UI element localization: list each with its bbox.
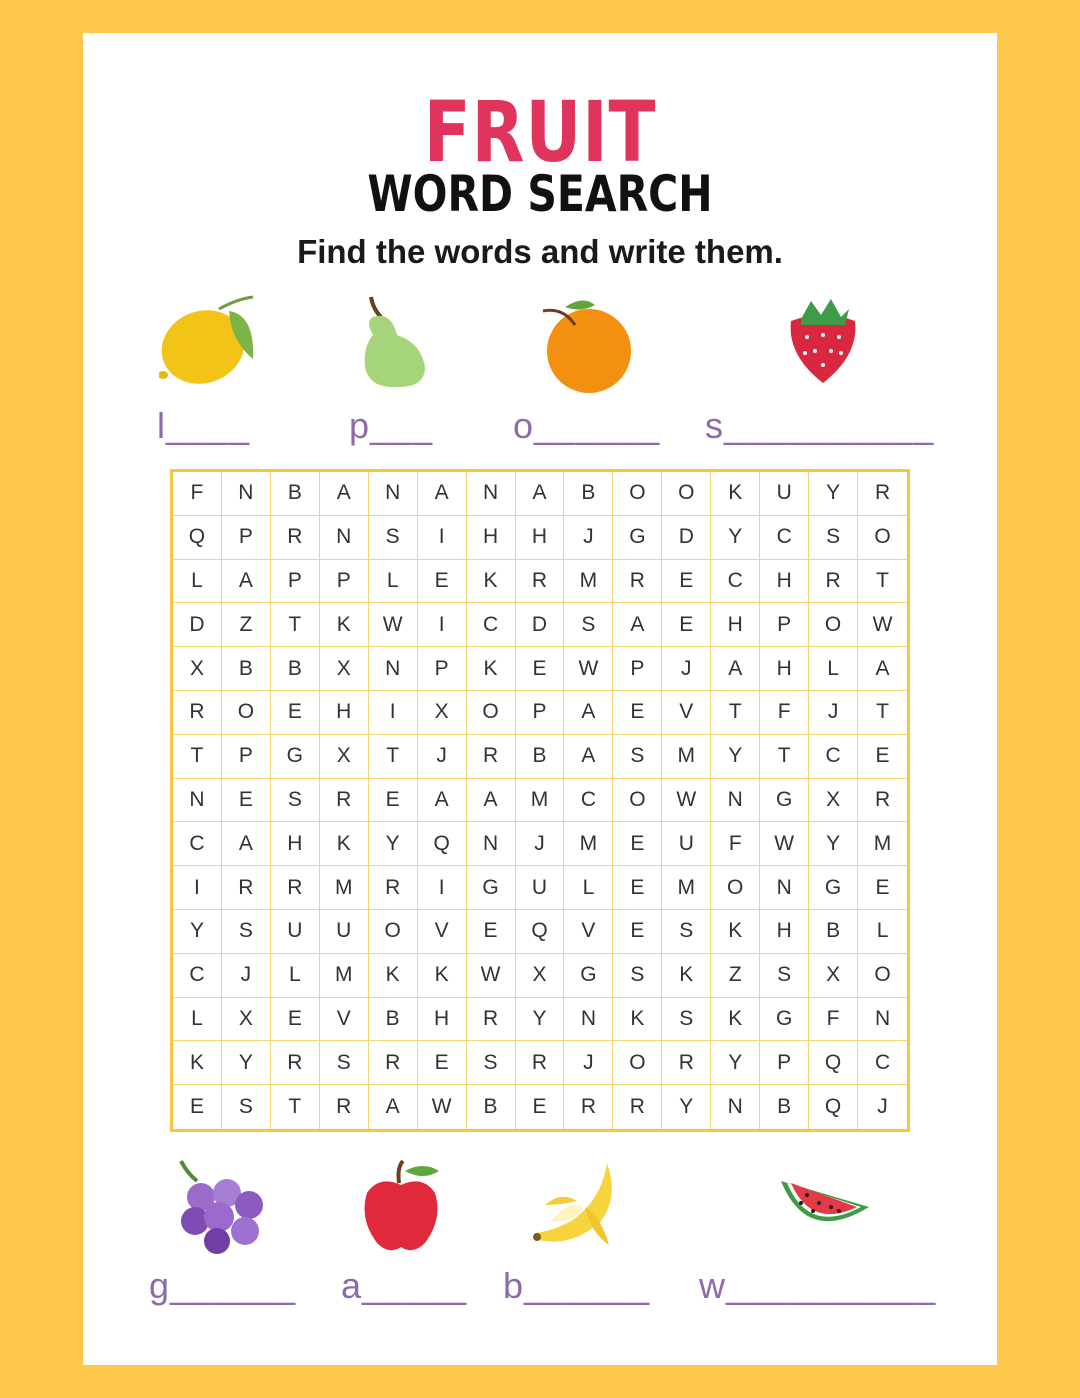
grid-cell[interactable]: P xyxy=(320,560,369,604)
grid-cell[interactable]: M xyxy=(516,779,565,823)
pear-icon xyxy=(351,295,443,391)
grid-cell[interactable]: H xyxy=(760,647,809,691)
grid-cell[interactable]: C xyxy=(858,1041,907,1085)
grid-cell[interactable]: R xyxy=(271,516,320,560)
hint-lemon: l____ xyxy=(157,405,251,446)
grid-cell[interactable]: E xyxy=(613,691,662,735)
strawberry-icon xyxy=(785,295,861,385)
grid-cell[interactable]: O xyxy=(369,910,418,954)
grid-cell[interactable]: I xyxy=(418,516,467,560)
grid-cell[interactable]: V xyxy=(320,998,369,1042)
grid-cell[interactable]: C xyxy=(809,735,858,779)
grid-cell[interactable]: E xyxy=(662,603,711,647)
word-search-grid xyxy=(170,469,910,1132)
grid-cell[interactable]: A xyxy=(467,779,516,823)
grid-cell[interactable]: A xyxy=(564,691,613,735)
grid-cell[interactable]: E xyxy=(516,1085,565,1129)
grid-cell[interactable]: E xyxy=(418,1041,467,1085)
grid-cell[interactable]: O xyxy=(613,472,662,516)
grid-cell[interactable]: M xyxy=(320,954,369,998)
grid-cell[interactable]: M xyxy=(662,866,711,910)
grid-cell[interactable]: K xyxy=(662,954,711,998)
worksheet-page xyxy=(83,33,997,1365)
grid-cell[interactable]: F xyxy=(809,998,858,1042)
grid-cell[interactable]: S xyxy=(613,735,662,779)
grid-cell[interactable]: H xyxy=(271,822,320,866)
grid-cell[interactable]: T xyxy=(858,691,907,735)
grid-cell[interactable]: K xyxy=(613,998,662,1042)
grid-cell[interactable]: E xyxy=(173,1085,222,1129)
grid-cell[interactable]: G xyxy=(809,866,858,910)
grid-cell[interactable]: W xyxy=(418,1085,467,1129)
grid-cell[interactable]: N xyxy=(467,822,516,866)
grid-cell[interactable]: V xyxy=(564,910,613,954)
grid-cell[interactable]: R xyxy=(320,1085,369,1129)
grid-cell[interactable]: R xyxy=(467,735,516,779)
grid-cell[interactable]: G xyxy=(613,516,662,560)
grid-cell[interactable]: M xyxy=(320,866,369,910)
grid-cell[interactable]: Y xyxy=(222,1041,271,1085)
grid-cell[interactable]: K xyxy=(467,647,516,691)
grid-cell[interactable]: P xyxy=(271,560,320,604)
grid-cell[interactable]: I xyxy=(173,866,222,910)
grid-cell[interactable]: P xyxy=(222,516,271,560)
grid-cell[interactable]: J xyxy=(662,647,711,691)
grid-cell[interactable]: U xyxy=(662,822,711,866)
grid-cell[interactable]: C xyxy=(173,822,222,866)
grid-cell[interactable]: S xyxy=(369,516,418,560)
grid-cell[interactable]: N xyxy=(222,472,271,516)
grid-cell[interactable]: R xyxy=(858,472,907,516)
grid-cell[interactable]: R xyxy=(809,560,858,604)
grid-cell[interactable]: N xyxy=(467,472,516,516)
grapes-icon xyxy=(173,1159,269,1255)
grid-cell[interactable]: X xyxy=(320,647,369,691)
grid-cell[interactable]: B xyxy=(809,910,858,954)
grid-cell[interactable]: O xyxy=(858,516,907,560)
grid-cell[interactable]: X xyxy=(222,998,271,1042)
grid-cell[interactable]: H xyxy=(467,516,516,560)
hint-pear: p___ xyxy=(349,405,434,446)
grid-cell[interactable]: H xyxy=(320,691,369,735)
grid-cell[interactable]: V xyxy=(418,910,467,954)
grid-cell[interactable]: T xyxy=(173,735,222,779)
grid-cell[interactable]: M xyxy=(564,560,613,604)
grid-cell[interactable]: O xyxy=(711,866,760,910)
grid-cell[interactable]: F xyxy=(760,691,809,735)
grid-cell[interactable]: J xyxy=(516,822,565,866)
grid-cell[interactable]: T xyxy=(271,603,320,647)
orange-icon xyxy=(539,297,635,393)
grid-cell[interactable]: Y xyxy=(809,822,858,866)
grid-cell[interactable]: L xyxy=(858,910,907,954)
grid-cell[interactable]: J xyxy=(418,735,467,779)
grid-cell[interactable]: L xyxy=(173,560,222,604)
grid-cell[interactable]: Z xyxy=(222,603,271,647)
grid-cell[interactable]: B xyxy=(369,998,418,1042)
grid-cell[interactable]: R xyxy=(320,779,369,823)
grid-cell[interactable]: O xyxy=(222,691,271,735)
grid-cell[interactable]: J xyxy=(222,954,271,998)
grid-cell[interactable]: N xyxy=(760,866,809,910)
grid-cell[interactable]: B xyxy=(467,1085,516,1129)
grid-cell[interactable]: S xyxy=(662,998,711,1042)
apple-icon xyxy=(361,1159,443,1255)
grid-cell[interactable]: E xyxy=(271,998,320,1042)
grid-cell[interactable]: C xyxy=(467,603,516,647)
grid-cell[interactable]: Q xyxy=(809,1085,858,1129)
grid-cell[interactable]: E xyxy=(418,560,467,604)
grid-cell[interactable]: F xyxy=(711,822,760,866)
grid-cell[interactable]: N xyxy=(320,516,369,560)
grid-cell[interactable]: U xyxy=(320,910,369,954)
grid-cell[interactable]: R xyxy=(467,998,516,1042)
lemon-icon xyxy=(159,295,259,389)
grid-cell[interactable]: E xyxy=(467,910,516,954)
grid-cell[interactable]: X xyxy=(418,691,467,735)
grid-cell[interactable]: L xyxy=(809,647,858,691)
grid-cell[interactable]: S xyxy=(760,954,809,998)
grid-cell[interactable]: K xyxy=(320,603,369,647)
grid-cell[interactable]: X xyxy=(320,735,369,779)
grid-cell[interactable]: R xyxy=(564,1085,613,1129)
grid-cell[interactable]: W xyxy=(467,954,516,998)
grid-cell[interactable]: A xyxy=(222,560,271,604)
grid-cell[interactable]: Y xyxy=(711,516,760,560)
grid-cell[interactable]: A xyxy=(418,779,467,823)
grid-cell[interactable]: E xyxy=(369,779,418,823)
grid-cell[interactable]: Y xyxy=(516,998,565,1042)
grid-cell[interactable]: S xyxy=(613,954,662,998)
grid-cell[interactable]: Q xyxy=(173,516,222,560)
hint-grapes: g______ xyxy=(149,1265,297,1306)
grid-cell[interactable]: Z xyxy=(711,954,760,998)
hint-strawberry: s__________ xyxy=(705,405,935,446)
grid-cell[interactable]: H xyxy=(760,560,809,604)
grid-cell[interactable]: B xyxy=(222,647,271,691)
grid-cell[interactable]: G xyxy=(564,954,613,998)
grid-cell[interactable]: M xyxy=(858,822,907,866)
page-subtitle: WORD SEARCH xyxy=(367,165,713,223)
grid-cell[interactable]: T xyxy=(858,560,907,604)
grid-cell[interactable]: K xyxy=(711,998,760,1042)
grid-cell[interactable]: M xyxy=(564,822,613,866)
grid-cell[interactable]: A xyxy=(613,603,662,647)
grid-cell[interactable]: A xyxy=(320,472,369,516)
grid-cell[interactable]: S xyxy=(271,779,320,823)
grid-cell[interactable]: S xyxy=(320,1041,369,1085)
grid-cell[interactable]: B xyxy=(760,1085,809,1129)
grid-cell[interactable]: W xyxy=(369,603,418,647)
grid-cell[interactable]: K xyxy=(173,1041,222,1085)
grid-cell[interactable]: W xyxy=(662,779,711,823)
grid-cell[interactable]: U xyxy=(516,866,565,910)
grid-cell[interactable]: R xyxy=(858,779,907,823)
grid-cell[interactable]: A xyxy=(516,472,565,516)
grid-cell[interactable]: O xyxy=(613,779,662,823)
grid-cell[interactable]: T xyxy=(271,1085,320,1129)
grid-cell[interactable]: E xyxy=(613,822,662,866)
grid-cell[interactable]: E xyxy=(858,866,907,910)
grid-cell[interactable]: K xyxy=(320,822,369,866)
grid-cell[interactable]: O xyxy=(662,472,711,516)
grid-cell[interactable]: Y xyxy=(369,822,418,866)
grid-cell[interactable]: B xyxy=(271,647,320,691)
grid-cell[interactable]: G xyxy=(760,779,809,823)
grid-cell[interactable]: P xyxy=(760,603,809,647)
grid-cell[interactable]: R xyxy=(271,1041,320,1085)
grid-cell[interactable]: E xyxy=(222,779,271,823)
grid-cell[interactable]: I xyxy=(418,866,467,910)
grid-cell[interactable]: P xyxy=(516,691,565,735)
grid-cell[interactable]: R xyxy=(271,866,320,910)
grid-cell[interactable]: N xyxy=(369,647,418,691)
grid-cell[interactable]: E xyxy=(613,866,662,910)
grid-cell[interactable]: O xyxy=(858,954,907,998)
grid-cell[interactable]: Y xyxy=(173,910,222,954)
grid-cell[interactable]: R xyxy=(516,1041,565,1085)
grid-cell[interactable]: P xyxy=(613,647,662,691)
grid-cell[interactable]: U xyxy=(760,472,809,516)
grid-cell[interactable]: O xyxy=(467,691,516,735)
hint-apple: a_____ xyxy=(341,1265,468,1306)
grid-cell[interactable]: G xyxy=(467,866,516,910)
banana-icon xyxy=(531,1161,621,1253)
grid-cell[interactable]: H xyxy=(516,516,565,560)
grid-cell[interactable]: L xyxy=(271,954,320,998)
hint-watermelon: w__________ xyxy=(699,1265,937,1306)
grid-cell[interactable]: A xyxy=(369,1085,418,1129)
grid-cell[interactable]: D xyxy=(173,603,222,647)
grid-cell[interactable]: H xyxy=(711,603,760,647)
hint-orange: o______ xyxy=(513,405,661,446)
grid-cell[interactable]: K xyxy=(418,954,467,998)
grid-cell[interactable]: N xyxy=(564,998,613,1042)
grid-cell[interactable]: K xyxy=(711,472,760,516)
grid-cell[interactable]: H xyxy=(760,910,809,954)
grid-cell[interactable]: X xyxy=(809,954,858,998)
grid-cell[interactable]: C xyxy=(760,516,809,560)
grid-cell[interactable]: T xyxy=(760,735,809,779)
grid-cell[interactable]: E xyxy=(858,735,907,779)
grid-cell[interactable]: R xyxy=(613,560,662,604)
grid-cell[interactable]: A xyxy=(418,472,467,516)
grid-cell[interactable]: O xyxy=(809,603,858,647)
grid-cell[interactable]: N xyxy=(711,1085,760,1129)
grid-cell[interactable]: E xyxy=(662,560,711,604)
grid-cell[interactable]: V xyxy=(662,691,711,735)
grid-cell[interactable]: B xyxy=(271,472,320,516)
grid-cell[interactable]: B xyxy=(564,472,613,516)
grid-cell[interactable]: P xyxy=(222,735,271,779)
grid-cell[interactable]: I xyxy=(418,603,467,647)
grid-cell[interactable]: A xyxy=(564,735,613,779)
grid-cell[interactable]: K xyxy=(467,560,516,604)
grid-cell[interactable]: F xyxy=(173,472,222,516)
grid-cell[interactable]: B xyxy=(516,735,565,779)
grid-cell[interactable]: Q xyxy=(516,910,565,954)
grid-cell[interactable]: P xyxy=(760,1041,809,1085)
grid-cell[interactable]: G xyxy=(271,735,320,779)
grid-cell[interactable]: T xyxy=(369,735,418,779)
grid-cell[interactable]: S xyxy=(222,910,271,954)
grid-cell[interactable]: R xyxy=(369,866,418,910)
grid-cell[interactable]: E xyxy=(613,910,662,954)
grid-cell[interactable]: M xyxy=(662,735,711,779)
grid-cell[interactable]: G xyxy=(760,998,809,1042)
grid-cell[interactable]: L xyxy=(369,560,418,604)
grid-cell[interactable]: L xyxy=(173,998,222,1042)
grid-cell[interactable]: Q xyxy=(418,822,467,866)
grid-cell[interactable]: O xyxy=(613,1041,662,1085)
watermelon-icon xyxy=(777,1173,871,1243)
grid-cell[interactable]: T xyxy=(711,691,760,735)
grid-cell[interactable]: U xyxy=(271,910,320,954)
grid-cell[interactable]: C xyxy=(711,560,760,604)
grid-cell[interactable]: J xyxy=(809,691,858,735)
grid-cell[interactable]: W xyxy=(858,603,907,647)
grid-cell[interactable]: N xyxy=(173,779,222,823)
grid-cell[interactable]: S xyxy=(662,910,711,954)
grid-cell[interactable]: R xyxy=(369,1041,418,1085)
grid-cell[interactable]: S xyxy=(809,516,858,560)
grid-cell[interactable]: S xyxy=(222,1085,271,1129)
grid-cell[interactable]: X xyxy=(516,954,565,998)
grid-cell[interactable]: J xyxy=(877,1095,888,1119)
grid-cell[interactable]: R xyxy=(613,1085,662,1129)
grid-cell[interactable]: K xyxy=(711,910,760,954)
grid-cell[interactable]: I xyxy=(369,691,418,735)
grid-cell[interactable]: D xyxy=(516,603,565,647)
page-title: FRUIT xyxy=(423,83,657,181)
grid-cell[interactable]: W xyxy=(760,822,809,866)
grid-cell[interactable]: N xyxy=(369,472,418,516)
grid-cell[interactable]: R xyxy=(222,866,271,910)
hint-banana: b______ xyxy=(503,1265,651,1306)
grid-cell[interactable]: A xyxy=(711,647,760,691)
grid-cell[interactable]: N xyxy=(858,998,907,1042)
grid-cell[interactable]: Y xyxy=(711,1041,760,1085)
grid-cell[interactable]: H xyxy=(418,998,467,1042)
grid-cell[interactable]: Q xyxy=(809,1041,858,1085)
grid-cell[interactable]: X xyxy=(809,779,858,823)
grid-cell[interactable]: Y xyxy=(711,735,760,779)
grid-cell[interactable]: L xyxy=(564,866,613,910)
instructions: Find the words and write them. xyxy=(297,233,783,270)
grid-cell[interactable]: R xyxy=(173,691,222,735)
grid-cell[interactable]: K xyxy=(369,954,418,998)
grid-cell[interactable]: A xyxy=(858,647,907,691)
grid-cell[interactable]: D xyxy=(662,516,711,560)
grid-cell[interactable]: J xyxy=(564,1041,613,1085)
grid-cell[interactable]: J xyxy=(564,516,613,560)
grid-cell[interactable]: P xyxy=(418,647,467,691)
grid-cell[interactable]: R xyxy=(516,560,565,604)
grid-cell[interactable]: C xyxy=(173,954,222,998)
grid-cell[interactable]: W xyxy=(564,647,613,691)
grid-cell[interactable]: R xyxy=(662,1041,711,1085)
grid-cell[interactable]: Y xyxy=(662,1085,711,1129)
grid-cell[interactable]: N xyxy=(711,779,760,823)
grid-cell[interactable]: E xyxy=(516,647,565,691)
grid-cell[interactable]: A xyxy=(222,822,271,866)
grid-cell[interactable]: E xyxy=(271,691,320,735)
grid-cell[interactable]: X xyxy=(173,647,222,691)
grid-cell[interactable]: Y xyxy=(809,472,858,516)
grid-cell[interactable]: C xyxy=(564,779,613,823)
grid-cell[interactable]: S xyxy=(467,1041,516,1085)
grid-cell[interactable]: S xyxy=(564,603,613,647)
